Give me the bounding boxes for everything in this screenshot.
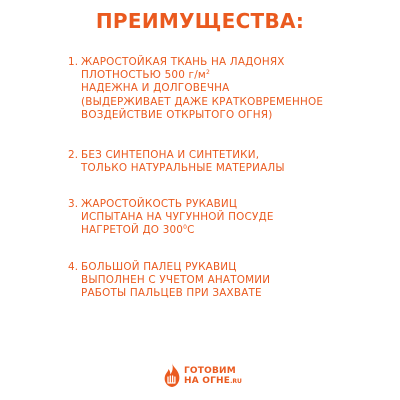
item-line <box>81 69 323 82</box>
brand-line-2-text: НА ОГНЕ <box>184 376 231 386</box>
item-line-text: ПЛОТНОСТЬЮ 500 г/м <box>81 69 206 82</box>
item-number: 3. <box>68 198 79 210</box>
item-line: БОЛЬШОЙ ПАЛЕЦ РУКАВИЦ <box>81 261 237 273</box>
brand-name <box>184 366 242 387</box>
item-number: 4. <box>68 261 79 273</box>
brand-logo <box>162 362 252 388</box>
item-line <box>81 224 274 237</box>
brand-line-2 <box>184 376 242 387</box>
item-line: БЕЗ СИНТЕПОНА И СИНТЕТИКИ, <box>81 149 260 161</box>
item-line: НАДЕЖНА И ДОЛГОВЕЧНА <box>81 82 230 95</box>
page-title: ПРЕИМУЩЕСТВА: <box>95 9 305 33</box>
item-line-suffix: С <box>187 224 195 237</box>
superscript: 0 <box>183 224 188 232</box>
flame-icon <box>162 362 182 388</box>
item-number: 1. <box>68 56 79 68</box>
item-line: ВЫПОЛНЕН С УЧЕТОМ АНАТОМИИ <box>81 274 271 287</box>
item-number: 2. <box>68 149 79 161</box>
item-line: ИСПЫТАНА НА ЧУГУННОЙ ПОСУДЕ <box>81 211 274 224</box>
item-text <box>81 56 323 122</box>
item-text <box>81 149 285 175</box>
item-text <box>81 261 270 301</box>
item-line: ВОЗДЕЙСТВИЕ ОТКРЫТОГО ОГНЯ) <box>81 108 273 121</box>
superscript: 2 <box>205 69 210 77</box>
item-line: ТОЛЬКО НАТУРАЛЬНЫЕ МАТЕРИАЛЫ <box>81 162 285 175</box>
item-line: (ВЫДЕРЖИВАЕТ ДАЖЕ КРАТКОВРЕМЕННОЕ <box>81 95 324 108</box>
brand-line-1: ГОТОВИМ <box>184 366 236 376</box>
item-line: ЖАРОСТОЙКОСТЬ РУКАВИЦ <box>81 198 238 210</box>
item-line-text: НАГРЕТОЙ ДО 300 <box>81 224 184 237</box>
item-line: РАБОТЫ ПАЛЬЦЕВ ПРИ ЗАХВАТЕ <box>81 287 262 300</box>
item-line: ЖАРОСТОЙКАЯ ТКАНЬ НА ЛАДОНЯХ <box>81 56 285 68</box>
brand-domain: .RU <box>230 378 242 385</box>
item-text <box>81 198 274 238</box>
